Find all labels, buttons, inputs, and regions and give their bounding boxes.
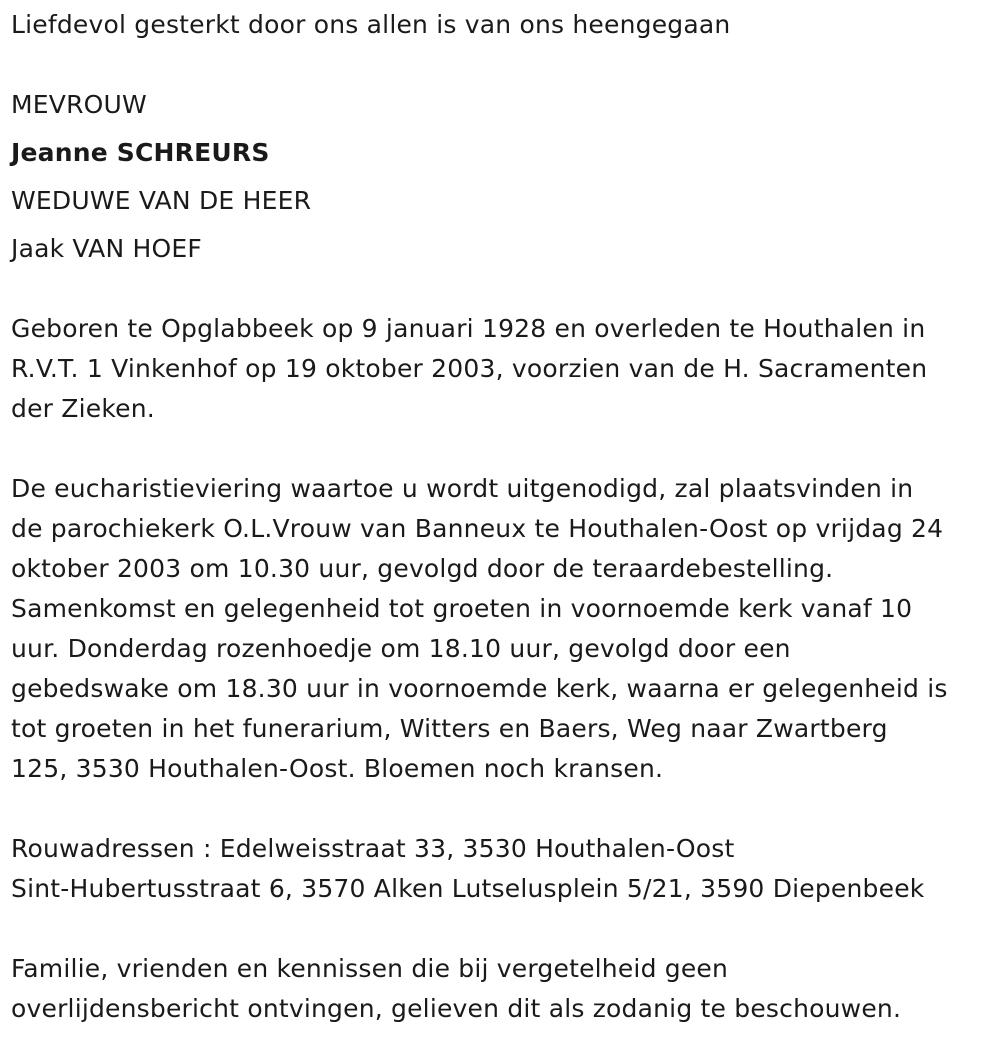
paragraph-line: gebedswake om 18.30 uur in voornoemde kerk, waarna er gelegenheid is [11,674,948,703]
deceased-name: Jeanne SCHREURS [11,138,270,167]
spouse-name: Jaak VAN HOEF [11,234,202,263]
address-line: Sint-Hubertusstraat 6, 3570 Alken Lutselusplein 5/21, 3590 Diepenbeek [11,874,925,903]
paragraph-line: Familie, vrienden en kennissen die bij vergetelheid geen [11,954,729,983]
title-line: MEVROUW [11,90,147,119]
paragraph-line: der Zieken. [11,394,155,423]
intro-text: Liefdevol gesterkt door ons allen is van ons heengegaan [11,10,731,39]
paragraph-line: 125, 3530 Houthalen-Oost. Bloemen noch kransen. [11,754,664,783]
status-line: WEDUWE VAN DE HEER [11,186,312,215]
address-line: Rouwadressen : Edelweisstraat 33, 3530 Houthalen-Oost [11,834,735,863]
paragraph-line: de parochiekerk O.L.Vrouw van Banneux te Houthalen-Oost op vrijdag 24 [11,514,944,543]
paragraph-line: tot groeten in het funerarium, Witters en Baers, Weg naar Zwartberg [11,714,888,743]
paragraph-line: De eucharistieviering waartoe u wordt uitgenodigd, zal plaatsvinden in [11,474,914,503]
paragraph-line: Samenkomst en gelegenheid tot groeten in voornoemde kerk vanaf 10 [11,594,913,623]
paragraph-line: oktober 2003 om 10.30 uur, gevolgd door de teraardebestelling. [11,554,834,583]
paragraph-line: Geboren te Opglabbeek op 9 januari 1928 en overleden te Houthalen in [11,314,926,343]
paragraph-line: overlijdensbericht ontvingen, gelieven dit als zodanig te beschouwen. [11,994,902,1023]
paragraph-line: R.V.T. 1 Vinkenhof op 19 oktober 2003, voorzien van de H. Sacramenten [11,354,928,383]
paragraph-line: uur. Donderdag rozenhoedje om 18.10 uur, gevolgd door een [11,634,791,663]
